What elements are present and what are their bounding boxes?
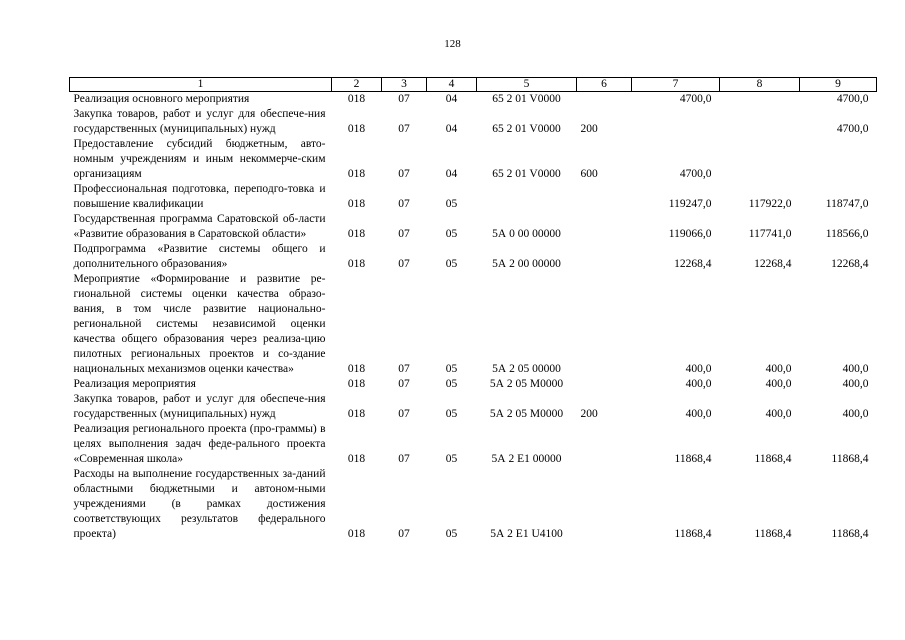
table-row — [70, 92, 877, 108]
row-section: 07 — [398, 378, 410, 390]
row-name: Профессиональная подготовка, переподго-товка и повышение квалификации — [73, 183, 326, 210]
row-target-article: 5А 2 00 00000 — [492, 258, 561, 270]
row-amount-col8: 117922,0 — [748, 198, 792, 210]
row-amount-col7: 4700,0 — [679, 93, 712, 105]
row-ministry-code: 018 — [347, 168, 366, 180]
row-ministry-code: 018 — [347, 228, 366, 240]
row-amount-col9: 4700,0 — [836, 93, 869, 105]
row-amount-col8 — [720, 107, 800, 137]
row-amount-col9: 118566,0 — [825, 228, 869, 240]
row-section: 07 — [398, 363, 410, 375]
header-col-1: 1 — [70, 78, 332, 92]
row-amount-col7: 4700,0 — [679, 168, 712, 180]
table-row — [70, 272, 877, 377]
row-ministry-code: 018 — [347, 528, 366, 540]
row-amount-col9 — [800, 137, 877, 182]
row-ministry-code: 018 — [347, 123, 366, 135]
row-amount-col9: 11868,4 — [831, 453, 869, 465]
table-row — [70, 242, 877, 272]
row-name: Мероприятие «Формирование и развитие ре-гиональной системы оценки качества образо-вания, в том числе развитие национально-региональной системы независимой оценки качества общего образования через реализа-цию пилотных региональных проектов и со-здание национальных механизмов оценки качества» — [73, 273, 326, 375]
row-amount-col8: 117741,0 — [748, 228, 792, 240]
header-col-3: 3 — [382, 78, 427, 92]
row-target-article: 5А 2 05 М0000 — [489, 408, 564, 420]
row-target-article: 5А 0 00 00000 — [492, 228, 561, 240]
table-row — [70, 377, 877, 392]
header-col-4: 4 — [427, 78, 477, 92]
row-target-article: 65 2 01 V0000 — [492, 123, 561, 135]
row-amount-col7: 119247,0 — [668, 198, 712, 210]
row-ministry-code: 018 — [347, 198, 366, 210]
row-name: Реализация мероприятия — [73, 378, 196, 390]
row-expense-type — [577, 92, 632, 108]
row-amount-col7: 400,0 — [685, 363, 712, 375]
header-col-5: 5 — [477, 78, 577, 92]
row-subsection: 05 — [445, 528, 458, 540]
header-col-2: 2 — [332, 78, 382, 92]
row-name: Расходы на выполнение государственных за-даний областными бюджетными и автоном-ными учреждениями (в рамках достижения соответствующих результатов федерального проекта) — [73, 468, 326, 540]
row-expense-type: 200 — [580, 408, 598, 420]
row-name: Предоставление субсидий бюджетным, авто-номным учреждениям и иным некоммерче-ским организациям — [73, 138, 326, 180]
row-subsection: 04 — [445, 93, 458, 105]
row-expense-type: 600 — [580, 168, 598, 180]
row-amount-col9: 400,0 — [842, 378, 869, 390]
row-ministry-code: 018 — [347, 453, 366, 465]
row-amount-col7: 119066,0 — [668, 228, 712, 240]
row-section: 07 — [398, 198, 410, 210]
table-row — [70, 182, 877, 212]
row-amount-col9: 12268,4 — [831, 258, 869, 270]
row-subsection: 05 — [445, 198, 458, 210]
row-target-article: 5А 2 Е1 00000 — [491, 453, 562, 465]
table-row — [70, 392, 877, 422]
row-expense-type — [577, 377, 632, 392]
row-target-article: 5А 2 05 М0000 — [489, 378, 564, 390]
row-amount-col8: 400,0 — [765, 363, 792, 375]
row-target-article: 5А 2 Е1 U4100 — [490, 528, 563, 540]
row-subsection: 05 — [445, 363, 458, 375]
row-ministry-code: 018 — [347, 93, 366, 105]
row-subsection: 05 — [445, 378, 458, 390]
row-section: 07 — [398, 123, 410, 135]
row-name: Реализация регионального проекта (про-граммы) в целях выполнения задач феде-рального проекта «Современная школа» — [73, 423, 326, 465]
header-row — [70, 78, 877, 92]
row-amount-col8: 400,0 — [765, 408, 792, 420]
row-ministry-code: 018 — [347, 408, 366, 420]
row-section: 07 — [398, 93, 410, 105]
row-amount-col7: 11868,4 — [674, 528, 712, 540]
row-amount-col8: 11868,4 — [754, 453, 792, 465]
row-expense-type — [577, 182, 632, 212]
page-number: 128 — [444, 38, 461, 50]
table-row — [70, 467, 877, 542]
row-amount-col9: 400,0 — [842, 363, 869, 375]
row-amount-col7: 12268,4 — [674, 258, 712, 270]
row-amount-col8 — [720, 92, 800, 108]
row-amount-col9: 118747,0 — [825, 198, 869, 210]
row-section: 07 — [398, 453, 410, 465]
row-target-article: 65 2 01 V0000 — [492, 93, 561, 105]
row-subsection: 05 — [445, 453, 458, 465]
row-ministry-code: 018 — [347, 363, 366, 375]
row-amount-col7: 11868,4 — [674, 453, 712, 465]
header-col-9: 9 — [800, 78, 877, 92]
row-target-article: 65 2 01 V0000 — [492, 168, 561, 180]
row-subsection: 05 — [445, 258, 458, 270]
row-name: Закупка товаров, работ и услуг для обеспече-ния государственных (муниципальных) нужд — [73, 108, 326, 135]
row-section: 07 — [398, 258, 410, 270]
row-amount-col9: 4700,0 — [836, 123, 869, 135]
row-section: 07 — [398, 168, 410, 180]
row-amount-col7 — [632, 107, 720, 137]
row-expense-type — [577, 242, 632, 272]
row-expense-type — [577, 212, 632, 242]
row-amount-col9: 11868,4 — [831, 528, 869, 540]
row-expense-type — [577, 422, 632, 467]
budget-table — [69, 77, 877, 542]
table-row — [70, 107, 877, 137]
row-section: 07 — [398, 228, 410, 240]
row-amount-col8: 400,0 — [765, 378, 792, 390]
row-subsection: 05 — [445, 228, 458, 240]
row-section: 07 — [398, 408, 410, 420]
row-amount-col8: 11868,4 — [754, 528, 792, 540]
row-ministry-code: 018 — [347, 378, 366, 390]
row-amount-col7: 400,0 — [685, 408, 712, 420]
row-expense-type: 200 — [580, 123, 598, 135]
row-name: Реализация основного мероприятия — [73, 93, 250, 105]
table-row — [70, 137, 877, 182]
row-subsection: 05 — [445, 408, 458, 420]
row-expense-type — [577, 467, 632, 542]
row-target-article — [477, 182, 577, 212]
header-col-8: 8 — [720, 78, 800, 92]
row-subsection: 04 — [445, 168, 458, 180]
row-amount-col7: 400,0 — [685, 378, 712, 390]
header-col-6: 6 — [577, 78, 632, 92]
row-name: Государственная программа Саратовской об-ласти «Развитие образования в Саратовской области» — [73, 213, 326, 240]
table-row — [70, 422, 877, 467]
row-name: Закупка товаров, работ и услуг для обеспече-ния государственных (муниципальных) нужд — [73, 393, 326, 420]
row-expense-type — [577, 272, 632, 377]
row-amount-col9: 400,0 — [842, 408, 869, 420]
row-subsection: 04 — [445, 123, 458, 135]
header-col-7: 7 — [632, 78, 720, 92]
row-name: Подпрограмма «Развитие системы общего и дополнительного образования» — [73, 243, 326, 270]
row-ministry-code: 018 — [347, 258, 366, 270]
row-amount-col8: 12268,4 — [754, 258, 792, 270]
row-target-article: 5А 2 05 00000 — [492, 363, 561, 375]
row-amount-col8 — [720, 137, 800, 182]
table-row — [70, 212, 877, 242]
row-section: 07 — [398, 528, 410, 540]
